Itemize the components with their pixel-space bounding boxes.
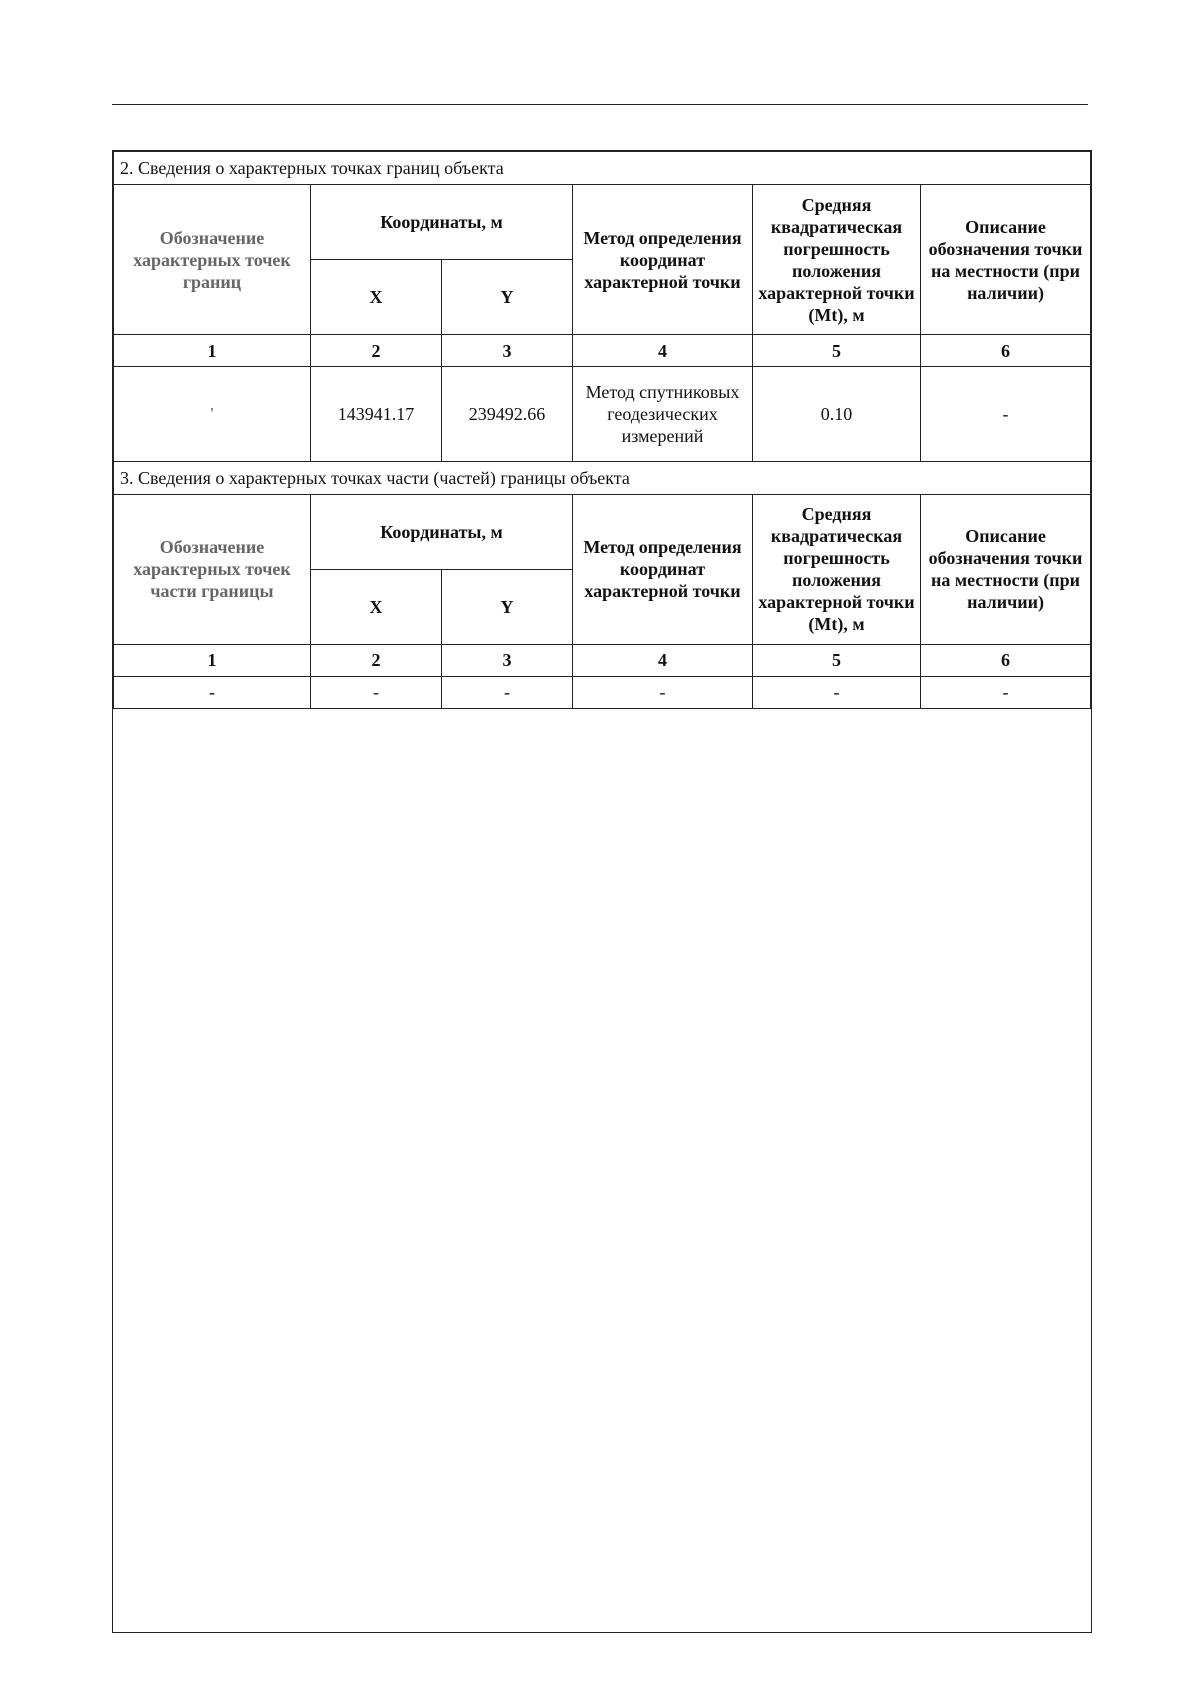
section2-desc-value: - [921, 367, 1091, 462]
section2-error-value: 0.10 [753, 367, 921, 462]
section3-data-row [114, 676, 1091, 708]
section2-num-6: 6 [921, 335, 1091, 367]
section3-num-2: 2 [311, 644, 442, 676]
section3-num-3: 3 [442, 644, 573, 676]
section2-method-value: Метод спутниковых геодезических измерений [573, 367, 753, 462]
section2-y-header: Y [442, 260, 573, 335]
document-frame [112, 150, 1092, 1633]
section2-table [113, 151, 1091, 462]
section2-num-5: 5 [753, 335, 921, 367]
section2-number-row [114, 335, 1091, 367]
section3-number-row [114, 644, 1091, 676]
section3-method-header: Метод определения координат характерной точки [573, 494, 753, 644]
top-rule [112, 104, 1088, 105]
section2-title: 2. Сведения о характерных точках границ объекта [114, 152, 1091, 185]
section3-coords-header: Координаты, м [311, 494, 573, 569]
section3-cell-5: - [753, 676, 921, 708]
section3-y-header: Y [442, 569, 573, 644]
section3-x-header: X [311, 569, 442, 644]
section2-num-1: 1 [114, 335, 311, 367]
section3-cell-1: - [114, 676, 311, 708]
section3-num-4: 4 [573, 644, 753, 676]
section2-x-value: 143941.17 [311, 367, 442, 462]
section3-error-header: Средняя квадратическая погрешность положения характерной точки (Mt), м [753, 494, 921, 644]
section2-col1-header: Обозначение характерных точек границ [114, 185, 311, 335]
section3-num-5: 5 [753, 644, 921, 676]
section2-num-2: 2 [311, 335, 442, 367]
section2-method-header: Метод определения координат характерной точки [573, 185, 753, 335]
section3-col1-header: Обозначение характерных точек части границы [114, 494, 311, 644]
section3-cell-2: - [311, 676, 442, 708]
section2-num-3: 3 [442, 335, 573, 367]
section2-y-value: 239492.66 [442, 367, 573, 462]
section2-num-4: 4 [573, 335, 753, 367]
section2-point-name: ' [114, 367, 311, 462]
section2-x-header: X [311, 260, 442, 335]
section3-num-6: 6 [921, 644, 1091, 676]
section3-desc-header: Описание обозначения точки на местности (при наличии) [921, 494, 1091, 644]
section2-data-row [114, 367, 1091, 462]
section3-num-1: 1 [114, 644, 311, 676]
section2-error-header: Средняя квадратическая погрешность положения характерной точки (Mt), м [753, 185, 921, 335]
section3-cell-4: - [573, 676, 753, 708]
section2-desc-header: Описание обозначения точки на местности (при наличии) [921, 185, 1091, 335]
section3-cell-3: - [442, 676, 573, 708]
section3-cell-6: - [921, 676, 1091, 708]
section3-title: 3. Сведения о характерных точках части (частей) границы объекта [114, 461, 1091, 494]
section2-coords-header: Координаты, м [311, 185, 573, 260]
section3-table [113, 461, 1091, 709]
